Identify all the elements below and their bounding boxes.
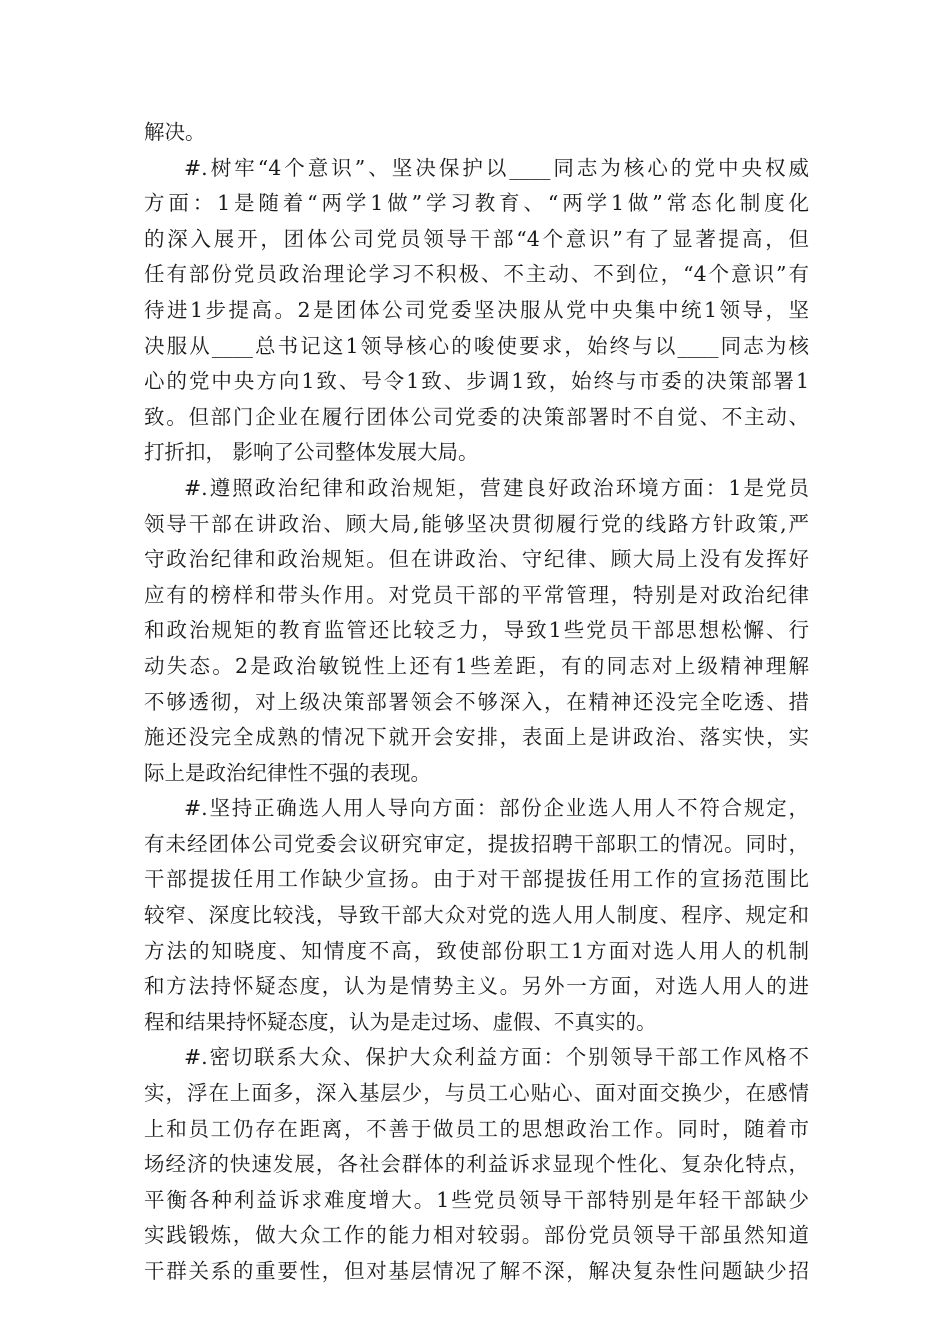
text-line: 方法的知晓度、知情度不高，致使部份职工1方面对选人用人的机制 — [144, 938, 809, 963]
text-line: 领导干部在讲政治、顾大局,能够坚决贯彻履行党的线路方针政策,严 — [144, 511, 809, 536]
text-line: 动失态。2是政治敏锐性上还有1些差距，有的同志对上级精神理解 — [144, 653, 809, 678]
text-line: 守政治纪律和政治规矩。但在讲政治、守纪律、顾大局上没有发挥好 — [144, 547, 809, 572]
text-line: 场经济的快速发展，各社会群体的利益诉求显现个性化、复杂化特点， — [144, 1152, 809, 1177]
text-line: 和方法持怀疑态度，认为是情势主义。另外一方面，对选人用人的进 — [144, 974, 809, 999]
text-line: 待进1步提高。2是团体公司党委坚决服从党中央集中统1领导，坚 — [144, 297, 809, 322]
text-line: 平衡各种利益诉求难度增大。1些党员领导干部特别是年轻干部缺少 — [144, 1187, 809, 1212]
text-line: 施还没完全成熟的情况下就开会安排，表面上是讲政治、落实快，实 — [144, 725, 809, 750]
text-line: 决服从____总书记这1领导核心的唆使要求，始终与以____同志为核 — [144, 333, 809, 358]
text-line: 和政治规矩的教育监管还比较乏力，导致1些党员干部思想松懈、行 — [144, 618, 809, 643]
paragraph-first-line: #.遵照政治纪律和政治规矩，营建良好政治环境方面：1是党员 — [184, 475, 809, 500]
text-line: 的深入展开，团体公司党员领导干部“4个意识”有了显著提高，但 — [144, 226, 809, 251]
text-line: 心的党中央方向1致、号令1致、步调1致，始终与市委的决策部署1 — [144, 369, 809, 394]
text-line: 解决。 — [144, 120, 206, 144]
text-line: 任有部份党员政治理论学习不积极、不主动、不到位，“4个意识”有 — [144, 262, 809, 287]
text-line: 上和员工仍存在距离，不善于做员工的思想政治工作。同时，随着市 — [144, 1116, 809, 1141]
text-line: 较窄、深度比较浅，导致干部大众对党的选人用人制度、程序、规定和 — [144, 903, 809, 928]
paragraph-first-line: #.坚持正确选人用人导向方面：部份企业选人用人不符合规定， — [184, 796, 809, 821]
paragraph-first-line: #.树牢“4个意识”、坚决保护以____同志为核心的党中央权威 — [184, 155, 809, 180]
text-line: 干群关系的重要性，但对基层情况了解不深，解决复杂性问题缺少招 — [144, 1259, 809, 1283]
text-line: 有未经团体公司党委会议研究审定，提拔招聘干部职工的情况。同时， — [144, 831, 809, 856]
text-line: 不够透彻，对上级决策部署领会不够深入，在精神还没完全吃透、措 — [144, 689, 809, 714]
text-line: 打折扣， 影响了公司整体发展大局。 — [144, 440, 479, 465]
text-line: 实践锻炼，做大众工作的能力相对较弱。部份党员领导干部虽然知道 — [144, 1223, 809, 1248]
text-line: 际上是政治纪律性不强的表现。 — [144, 760, 431, 785]
paragraph-first-line: #.密切联系大众、保护大众利益方面：个别领导干部工作风格不 — [184, 1045, 809, 1070]
text-line: 致。但部门企业在履行团体公司党委的决策部署时不自觉、不主动、 — [144, 404, 809, 429]
text-line: 干部提拔任用工作缺少宣扬。由于对干部提拔任用工作的宣扬范围比 — [144, 867, 809, 892]
text-line: 程和结果持怀疑态度，认为是走过场、虚假、不真实的。 — [144, 1009, 657, 1034]
text-line: 应有的榜样和带头作用。对党员干部的平常管理，特别是对政治纪律 — [144, 582, 809, 607]
text-line: 实，浮在上面多，深入基层少，与员工心贴心、面对面交换少，在感情 — [144, 1081, 809, 1106]
text-line: 方面：1是随着“两学1做”学习教育、“两学1做”常态化制度化 — [144, 191, 809, 216]
document-body — [144, 115, 809, 1290]
